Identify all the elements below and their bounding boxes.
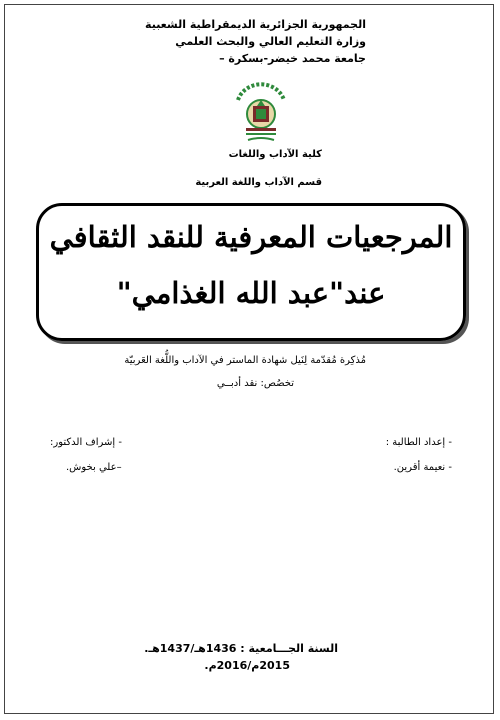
supervisor-name: –علي بخوش. [66, 462, 122, 473]
republic-line: الجمهورية الجزائرية الديمقراطية الشعبية [145, 18, 366, 31]
academic-year-hijri: السنة الجـــامعية : 1436هـ/1437هـ. [144, 642, 338, 655]
university-logo [230, 80, 292, 150]
institution-header [145, 16, 366, 67]
student-label: - إعداد الطالبة : [385, 437, 452, 448]
academic-year-gregorian: 2015م/2016م. [204, 659, 290, 672]
ministry-line: وزارة التعليم العالي والبحث العلمي [175, 35, 366, 48]
department-name: قسم الآداب واللغة العربية [195, 177, 322, 188]
memo-description: مُذكِرة مُقدّمة لِنَيل شهادة الماستر في الآداب واللُّغة العَربيّة [124, 355, 366, 366]
student-name: - نعيمة أقرين. [393, 462, 452, 473]
university-line: جامعة محمد خيضر-بسكرة – [219, 52, 366, 65]
faculty-name: كلية الآداب واللغات [228, 149, 322, 160]
title-frame [36, 203, 466, 341]
thesis-title-line2: عند"عبد الله الغذامي" [116, 276, 386, 310]
supervisor-label: - إشراف الدكتور: [50, 437, 123, 448]
thesis-title-line1: المرجعيات المعرفية للنقد الثقافي [49, 220, 453, 254]
specialization: تخصُص: نقد أدبــي [216, 378, 294, 389]
